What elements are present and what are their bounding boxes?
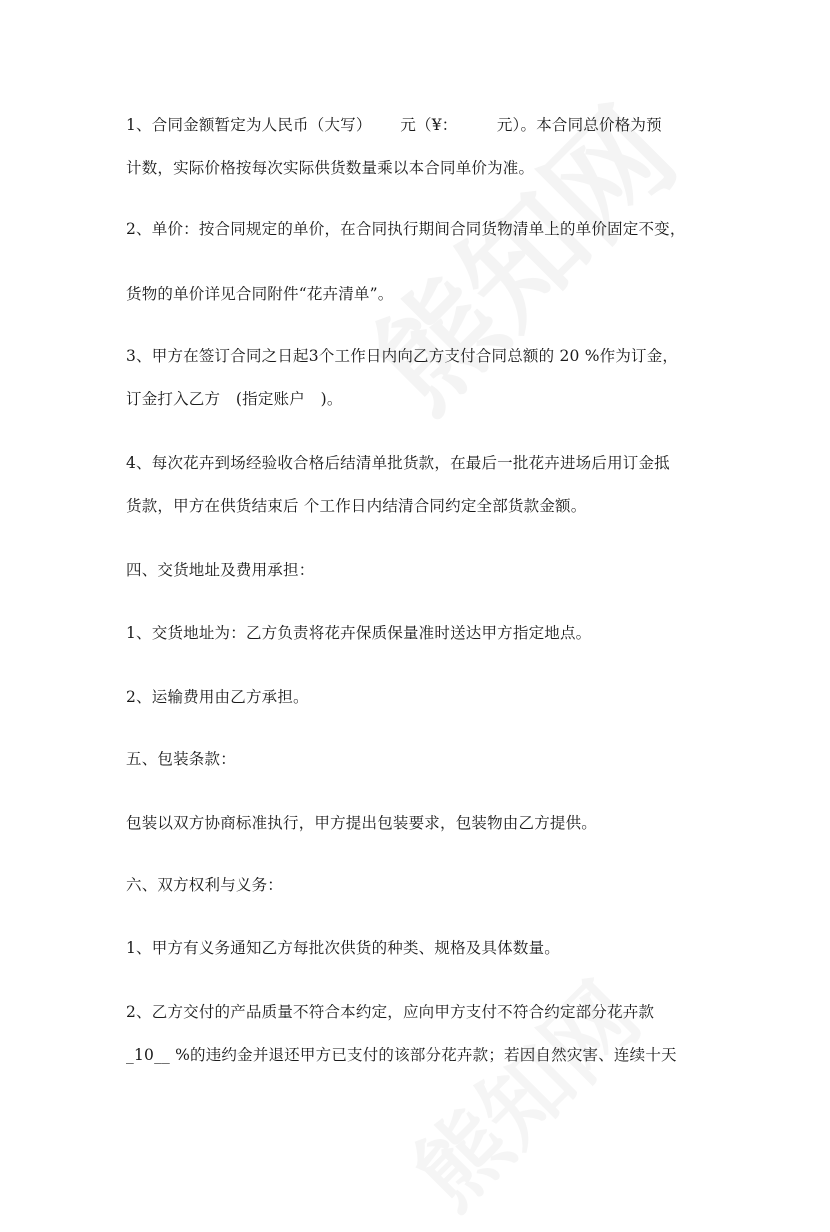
clause-line: 3、甲方在签订合同之日起3个工作日内向乙方支付合同总额的 20 %作为订金， [126,347,679,365]
section-heading: 四、交货地址及费用承担： [126,561,315,579]
clause-line: 订金打入乙方 (指定账户 )。 [126,390,343,408]
clause-line: 包装以双方协商标准执行，甲方提出包装要求，包装物由乙方提供。 [126,814,598,832]
clause-line: 1、合同金额暂定为人民币（大写） 元（¥： 元）。本合同总价格为预 [126,116,662,134]
clause-line: 货物的单价详见合同附件“花卉清单”。 [126,285,394,303]
clause-line: 计数，实际价格按每次实际供货数量乘以本合同单价为准。 [126,159,535,177]
clause-line: 货款，甲方在供货结束后 个工作日内结清合同约定全部货款金额。 [126,497,587,515]
clause-line: 2、单价：按合同规定的单价，在合同执行期间合同货物清单上的单价固定不变， [126,220,686,238]
section-heading: 六、双方权利与义务： [126,876,284,894]
section-heading: 五、包装条款： [126,750,236,768]
clause-line: 2、乙方交付的产品质量不符合本约定，应向甲方支付不符合约定部分花卉款 [126,1003,655,1021]
watermark-bottom [380,949,663,1232]
clause-line: 1、交货地址为：乙方负责将花卉保质保量准时送达甲方指定地点。 [126,624,592,642]
clause-line: 2、运输费用由乙方承担。 [126,688,309,706]
clause-line: 4、每次花卉到场经验收合格后结清单批货款，在最后一批花卉进场后用订金抵 [126,454,670,472]
clause-line: _10__ %的违约金并退还甲方已支付的该部分花卉款；若因自然灾害、连续十天 [126,1046,677,1064]
clause-line: 1、甲方有义务通知乙方每批次供货的种类、规格及具体数量。 [126,939,560,957]
